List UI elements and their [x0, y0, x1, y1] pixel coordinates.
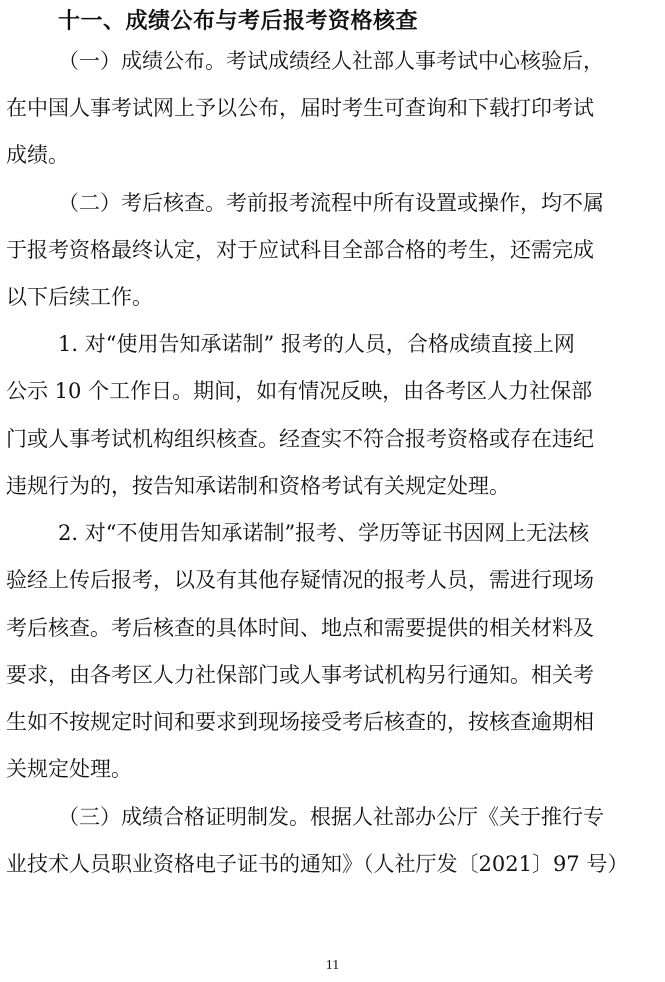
paragraph-line: 关规定处理。	[6, 757, 132, 781]
paragraph-line: 于报考资格最终认定，对于应试科目全部合格的考生，还需完成	[6, 238, 594, 262]
paragraph-line: 生如不按规定时间和要求到现场接受考后核查的，按核查逾期相	[6, 710, 594, 734]
paragraph-line: （三）成绩合格证明制发。根据人社部办公厅《关于推行专	[58, 805, 604, 829]
paragraph-line: 门或人事考试机构组织核查。经查实不符合报考资格或存在违纪	[6, 427, 594, 451]
paragraph-line: （二）考后核查。考前报考流程中所有设置或操作，均不属	[58, 191, 604, 215]
paragraph-line: 违规行为的，按告知承诺制和资格考试有关规定处理。	[6, 474, 510, 498]
paragraph-line: 要求，由各考区人力社保部门或人事考试机构另行通知。相关考	[6, 663, 594, 687]
page-number: 11	[325, 958, 340, 973]
paragraph-line: 验经上传后报考，以及有其他存疑情况的报考人员，需进行现场	[6, 568, 594, 592]
paragraph-line: 业技术人员职业资格电子证书的通知》（人社厅发〔2021〕97 号）	[6, 852, 629, 876]
paragraph-line: 2. 对“不使用告知承诺制”报考、学历等证书因网上无法核	[58, 521, 590, 545]
paragraph-line: 在中国人事考试网上予以公布，届时考生可查询和下载打印考试	[6, 96, 594, 120]
paragraph-line: 以下后续工作。	[6, 285, 153, 309]
paragraph-line: （一）成绩公布。考试成绩经人社部人事考试中心核验后，	[58, 49, 604, 73]
paragraph-line: 成绩。	[6, 143, 69, 167]
paragraph-line: 1. 对“使用告知承诺制” 报考的人员，合格成绩直接上网	[58, 332, 575, 356]
section-heading: 十一、成绩公布与考后报考资格核查	[58, 9, 419, 34]
paragraph-line: 公示 10 个工作日。期间，如有情况反映，由各考区人力社保部	[6, 379, 593, 403]
paragraph-line: 考后核查。考后核查的具体时间、地点和需要提供的相关材料及	[6, 616, 594, 640]
